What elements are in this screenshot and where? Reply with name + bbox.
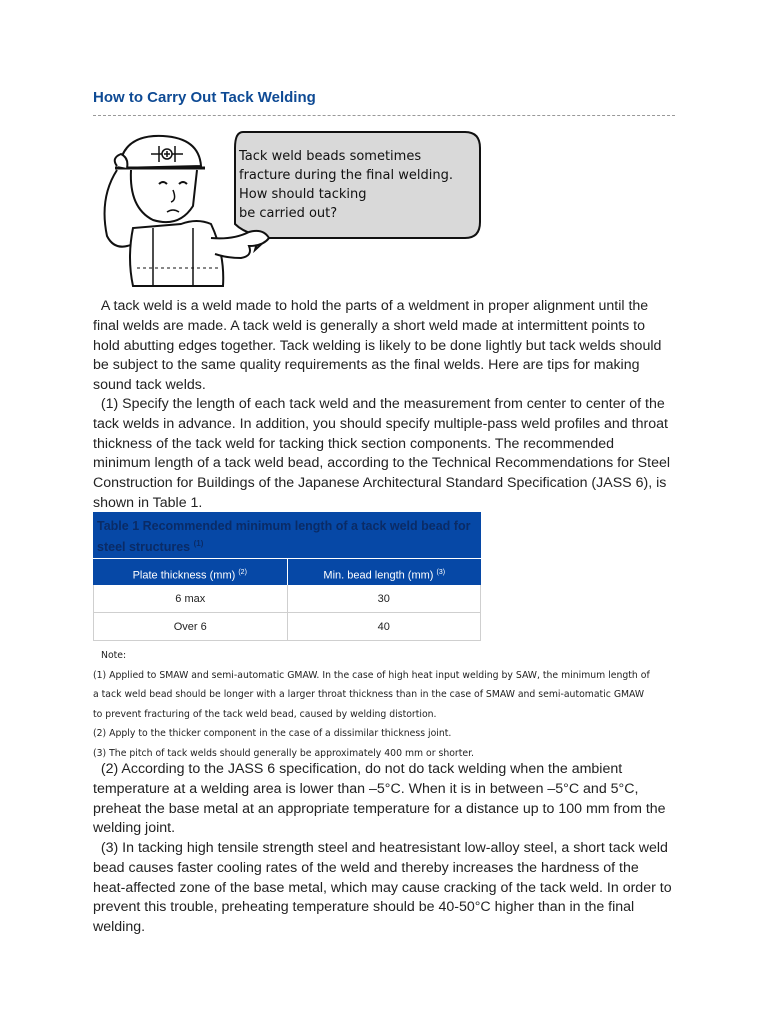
header-label: Min. bead length (mm) (323, 569, 434, 582)
bubble-line: How should tacking (239, 187, 367, 202)
bubble-line: be carried out? (239, 206, 338, 221)
table-header-length (288, 559, 482, 585)
title-divider (93, 115, 675, 116)
bubble-line: Tack weld beads sometimes (239, 149, 422, 164)
table-row (93, 613, 481, 641)
table-header-row (93, 558, 481, 585)
table-1 (93, 512, 481, 641)
table-header-thickness (93, 559, 288, 585)
tip-1-paragraph: (1) Specify the length of each tack weld and the measurement from center to center of the tack welds in advance. In addition, you should specify multiple-pass weld profiles and throat thickness of the tack weld for tacking thick section components. The recommended minimum length of a tack weld bead, according to the Technical Recommendations for Steel Construction for Buildings of the Japanese Architectural Standard Specification (JASS 6), is shown in Table 1. (93, 396, 671, 511)
tip-3-paragraph: (3) In tacking high tensile strength steel and heatresistant low-alloy steel, a short tack weld bead causes faster cooling rates of the weld and thereby increases the hardness of the heat-affected zone of the base metal, which may cause cracking of the tack weld. In order to prevent this trouble, preheating temperature should be 40-50°C higher than in the final welding. (93, 840, 672, 936)
table-caption (93, 512, 481, 558)
table-cell-length: 40 (377, 621, 390, 633)
note-line: (2) Apply to the thicker component in the case of a dissimilar thickness joint. (93, 728, 452, 740)
notes-label: Note: (101, 650, 127, 661)
table-cell-length: 30 (377, 593, 390, 605)
note-line: (1) Applied to SMAW and semi-automatic GMAW. In the case of high heat input welding by SAW, the minimum length of (93, 669, 650, 681)
table-notes (93, 646, 683, 764)
header-ref: (3) (436, 569, 446, 576)
tip-2-paragraph: (2) According to the JASS 6 specification, do not do tack welding when the ambient temperature at a welding area is lower than –5°C. When it is in between –5°C and 5°C, preheat the base metal at an appropriate temperature for a distance up to 100 mm from the welding joint. (93, 761, 666, 837)
intro-paragraph: A tack weld is a weld made to hold the parts of a weldment in proper alignment until the final welds are made. A tack weld is generally a short weld made at intermittent points to hold abutting edges together. Tack welding is likely to be done lightly but tack welds should be subject to the same quality requirements as the final welds. Here are tips for making sound tack welds. (93, 298, 662, 394)
bubble-line: fracture during the final welding. (239, 168, 453, 183)
speech-bubble-text (239, 147, 479, 223)
table-caption-ref: (1) (193, 539, 204, 548)
note-line: (3) The pitch of tack welds should generally be approximately 400 mm or shorter. (93, 747, 475, 759)
table-cell-thickness: 6 max (94, 585, 288, 612)
table-cell-thickness: Over 6 (94, 613, 288, 640)
table-row (93, 585, 481, 613)
note-line: to prevent fracturing of the tack weld bead, caused by welding distortion. (93, 708, 437, 720)
header-ref: (2) (238, 569, 247, 576)
table-caption-text: Table 1 Recommended minimum length of a tack weld bead for steel structures (97, 519, 471, 555)
article-title: How to Carry Out Tack Welding (93, 89, 316, 106)
note-line: a tack weld bead should be longer with a larger throat thickness than in the case of SMAW and semi-automatic GMAW (93, 689, 645, 701)
header-label: Plate thickness (mm) (132, 569, 236, 582)
